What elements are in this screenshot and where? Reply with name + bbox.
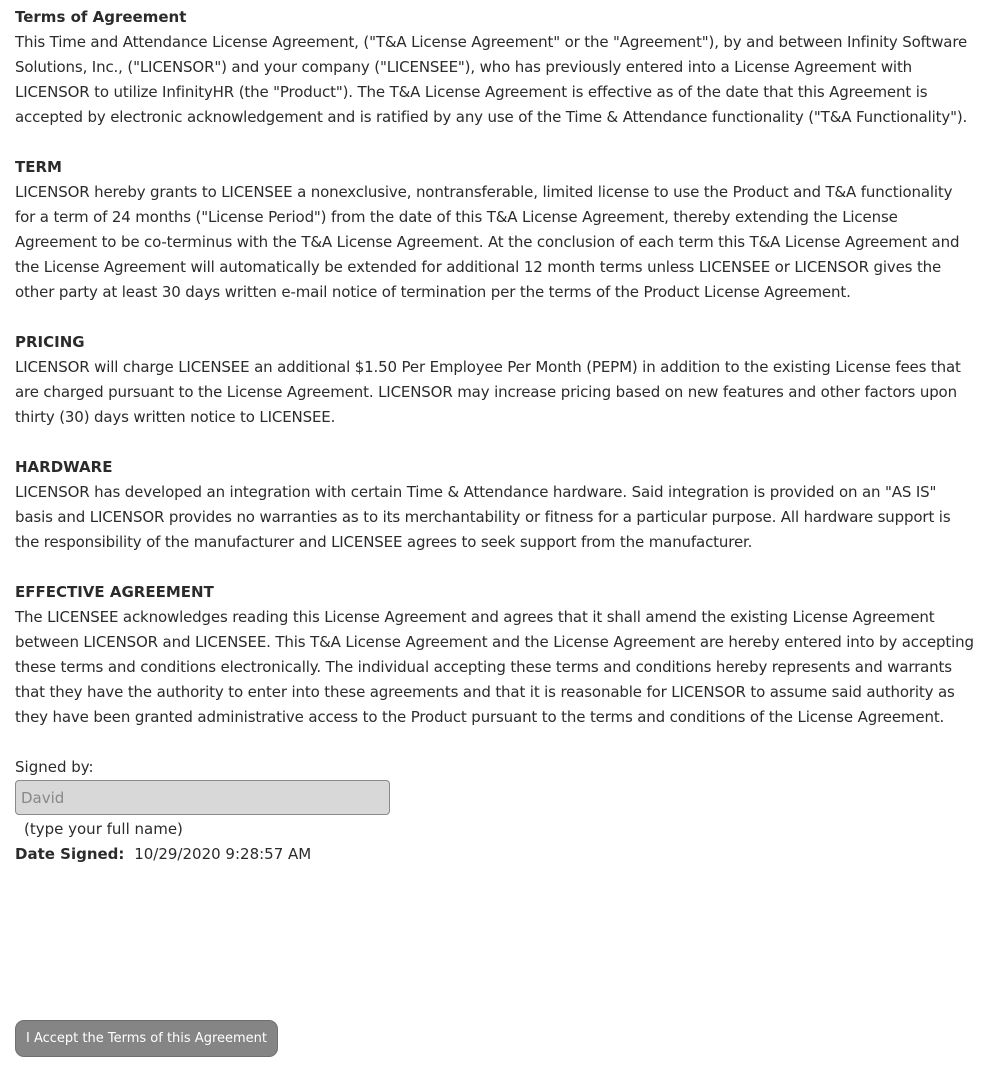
signature-block [15,755,975,867]
section-body: LICENSOR has developed an integration with certain Time & Attendance hardware. Said integration is provided on an "AS IS" basis and LICENSOR provides no warranties as to its merchantability or fitness for a particular purpose. All hardware support is the responsibility of the manufacturer and LICENSEE agrees to seek support from the manufacturer. [15,483,951,551]
section-heading: Terms of Agreement [15,8,187,26]
section-effective-agreement [15,580,975,730]
section-heading: TERM [15,158,62,176]
accept-terms-button[interactable]: I Accept the Terms of this Agreement [15,1020,278,1057]
section-terms-of-agreement [15,5,975,130]
full-name-hint: (type your full name) [24,820,183,838]
section-body: LICENSOR will charge LICENSEE an additional $1.50 Per Employee Per Month (PEPM) in addition to the existing License fees that are charged pursuant to the License Agreement. LICENSOR may increase pricing based on new features and other factors upon thirty (30) days written notice to LICENSEE. [15,358,961,426]
date-signed-label: Date Signed: [15,845,125,863]
section-hardware [15,455,975,555]
date-signed-row [15,842,975,867]
date-signed-value: 10/29/2020 9:28:57 AM [134,845,312,863]
section-heading: HARDWARE [15,458,113,476]
section-term [15,155,975,305]
section-heading: EFFECTIVE AGREEMENT [15,583,214,601]
section-body: The LICENSEE acknowledges reading this License Agreement and agrees that it shall amend the existing License Agreement between LICENSOR and LICENSEE. This T&A License Agreement and the License Agreement are hereby entered into by accepting these terms and conditions electronically. The individual accepting these terms and conditions hereby represents and warrants that they have the authority to enter into these agreements and that it is reasonable for LICENSOR to assume said authority as they have been granted administrative access to the Product pursuant to the terms and conditions of the License Agreement. [15,608,974,726]
section-body: This Time and Attendance License Agreement, ("T&A License Agreement" or the "Agreement"), by and between Infinity Software Solutions, Inc., ("LICENSOR") and your company ("LICENSEE"), who has previously entered into a License Agreement with LICENSOR to utilize InfinityHR (the "Product"). The T&A License Agreement is effective as of the date that this Agreement is accepted by electronic acknowledgement and is ratified by any use of the Time & Attendance functionality ("T&A Functionality"). [15,33,968,126]
full-name-input[interactable] [15,780,390,815]
signed-by-label: Signed by: [15,758,94,776]
section-pricing [15,330,975,430]
section-heading: PRICING [15,333,85,351]
section-body: LICENSOR hereby grants to LICENSEE a nonexclusive, nontransferable, limited license to use the Product and T&A functionality for a term of 24 months ("License Period") from the date of this T&A License Agreement, thereby extending the License Agreement to be co-terminus with the T&A License Agreement. At the conclusion of each term this T&A License Agreement and the License Agreement will automatically be extended for additional 12 month terms unless LICENSEE or LICENSOR gives the other party at least 30 days written e-mail notice of termination per the terms of the Product License Agreement. [15,183,960,301]
